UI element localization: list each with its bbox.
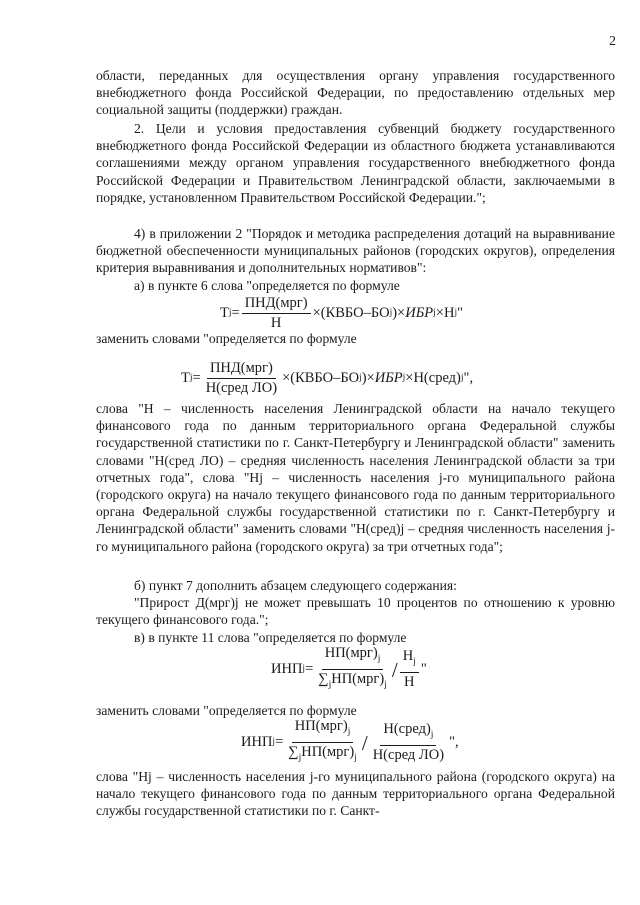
paragraph-1: области, переданных для осуществления органу управления государственного внебюджетного фонда Российской Федерации, по предоставлению отдельных мер социальной защиты (поддержки) граждан. bbox=[96, 68, 615, 118]
paragraph-5: заменить словами "определяется по формуле bbox=[96, 331, 357, 346]
paragraph-10: заменить словами "определяется по формуле bbox=[96, 703, 357, 718]
page-number: 2 bbox=[609, 34, 616, 49]
paragraph-9: в) в пункте 11 слова "определяется по формуле bbox=[134, 629, 407, 645]
paragraph-group-6 bbox=[96, 400, 615, 555]
formula-2: T j = $\frac{\text{ПНД(мрг)}}{\text{Н(сред ЛО)}}$ ×( КВБО – БО j )× ИБР j × Н(сред) j ", bbox=[181, 360, 474, 397]
paragraph-group-3 bbox=[96, 225, 615, 294]
paragraph-group-7 bbox=[96, 577, 615, 646]
paragraph-6: слова "Н – численность населения Ленинградской области на начало текущего финансового года по данным территориального органа Федеральной службы государственной статистики по г. Санкт-Петербургу и Ленинградской области" заменить словами "Н(сред ЛО) – средняя численность населения Ленинградской области за три отчетных года", слова "Нj – численность населения j-го муниципального района (городского округа) на начало текущего финансового года по данным территориального органа Федеральной службы государственной статистики по г. Санкт-Петербургу и Ленинградской области" заменить словами "Н(сред)j – средняя численность населения j-го муниципального района (городского округа) за три отчетных года"; bbox=[96, 401, 615, 554]
paragraph-11: слова "Нj – численность населения j-го муниципального района (городского округа) на начало текущего финансового года по данным территориального органа Федеральной службы государственной статистики по г. Санкт- bbox=[96, 769, 615, 819]
formula-4: ИНП j = $\frac{НП(мрг)_j}{\sum_jНП(мрг)_j}$ / $\frac{Н(сред)_j}{\text{Н(сред ЛО)}}$ ", bbox=[241, 718, 459, 764]
paragraph-8: "Прирост Д(мрг)j не может превышать 10 процентов по отношению к уровню текущего финансового года."; bbox=[96, 595, 615, 628]
paragraph-4: а) в пункте 6 слова "определяется по формуле bbox=[134, 277, 400, 293]
paragraph-3: 4) в приложении 2 "Порядок и методика распределения дотаций на выравнивание бюджетной обеспеченности муниципальных районов (городских округов), определения критерия выравнивания и дополнительных нормативов": bbox=[96, 226, 615, 276]
paragraph-7: б) пункт 7 дополнить абзацем следующего содержания: bbox=[134, 578, 457, 593]
formula-3: ИНП j = $\frac{НП(мрг)_j}{\sum_jНП(мрг)_j}$ / $\frac{Н_j}{Н}$ " bbox=[271, 645, 427, 691]
paragraph-2: 2. Цели и условия предоставления субвенций бюджету государственного внебюджетного фонда Российской Федерации из областного бюджета устанавливаются соглашениями между органом управления государственного внебюджетного фонда Российской Федерации и Правительством Ленинградской области, заключаемыми в порядке, установленном Правительством Российской Федерации."; bbox=[96, 121, 615, 205]
formula-1: T j = $\frac{\text{ПНД(мрг)}}{Н}$ ×( КВБО – БО j )× ИБР j × Н j " bbox=[220, 295, 463, 332]
